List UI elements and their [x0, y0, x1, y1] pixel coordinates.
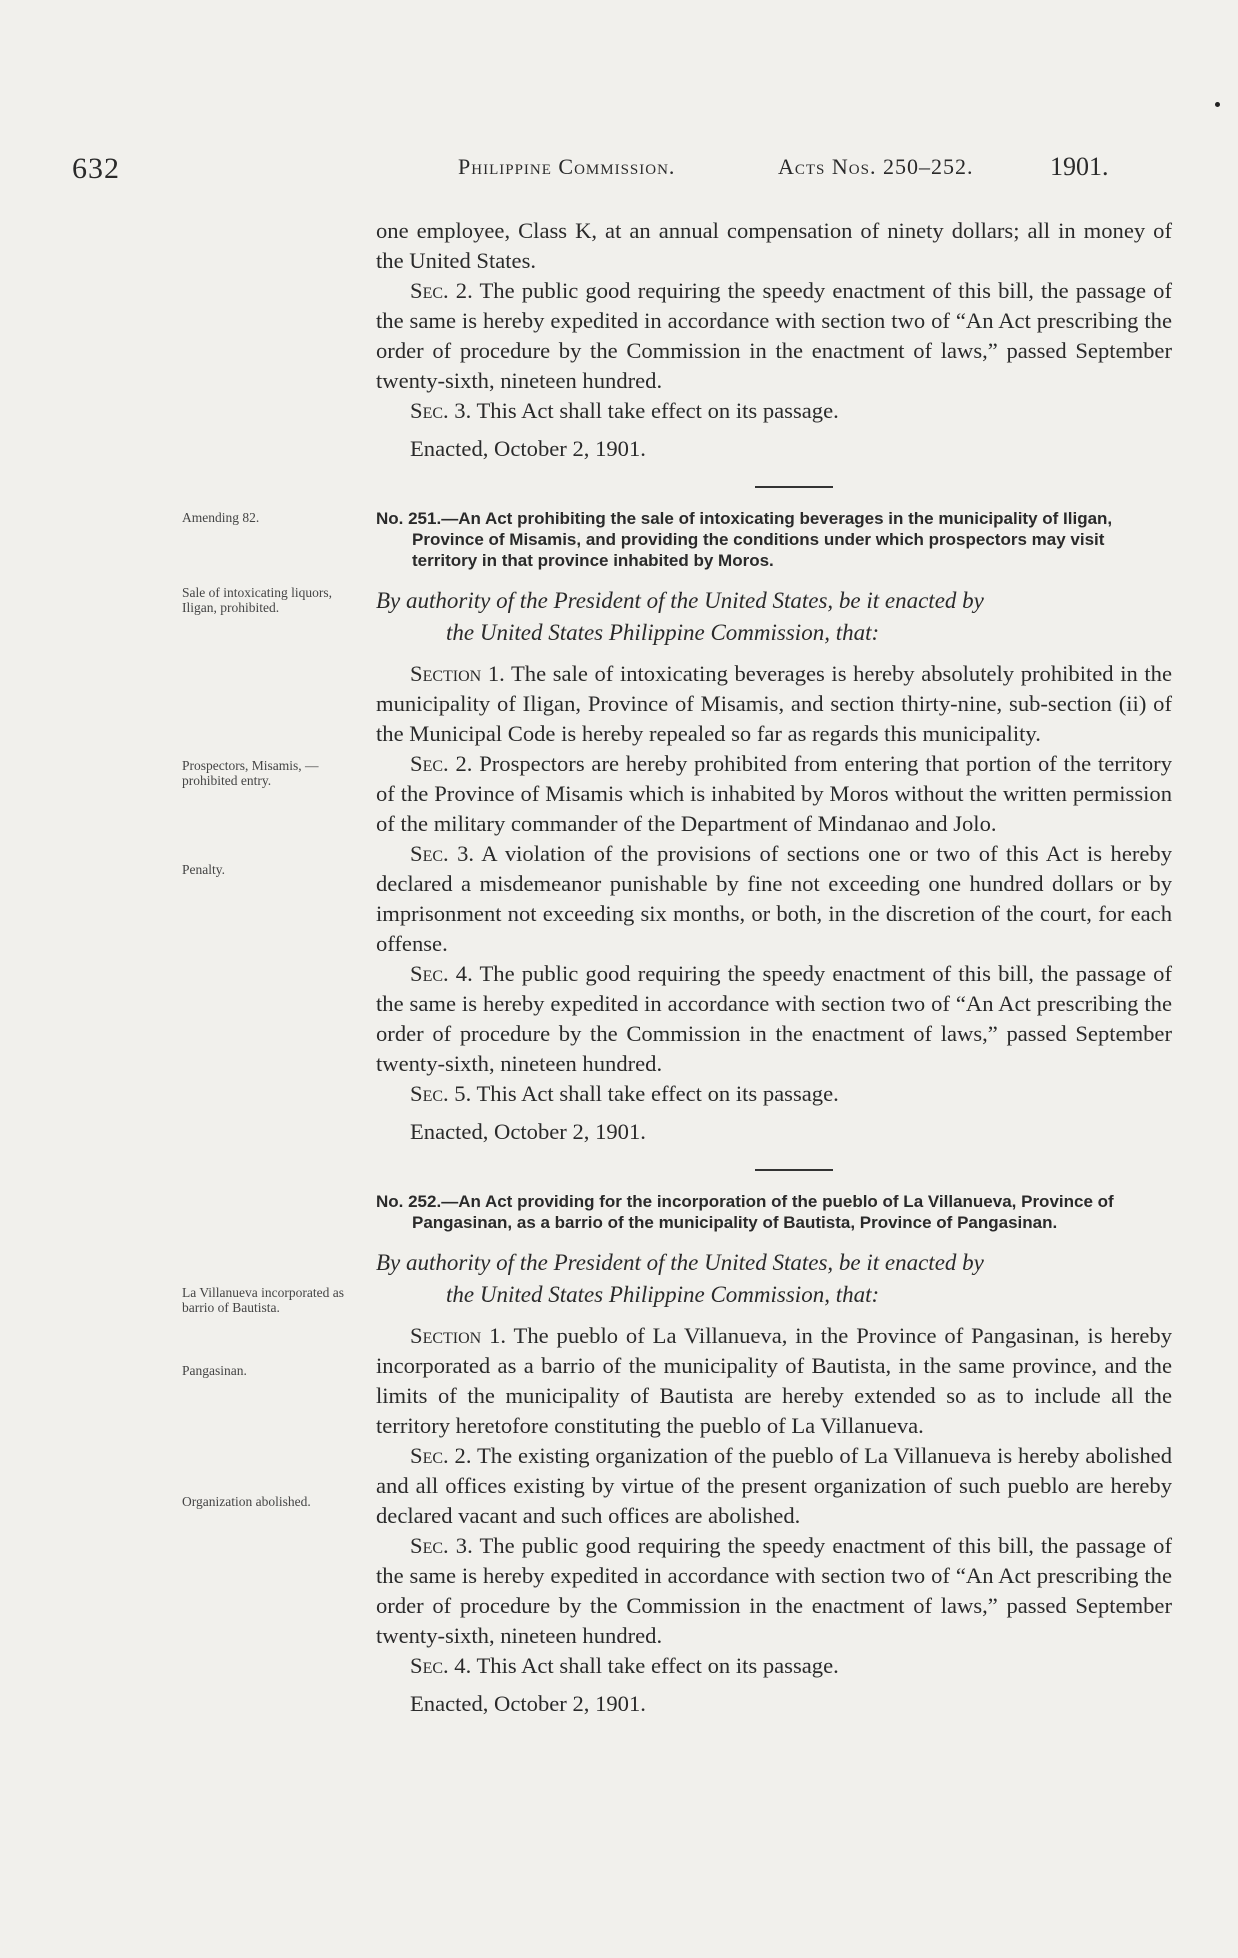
act251-enacting-clause	[376, 585, 1172, 649]
act251-sec3	[376, 839, 1172, 959]
section-text: A violation of the provisions of sections one or two of this Act is hereby declared a misdemeanor punishable by fine not exceeding one hundred dollars or by imprisonment not exceeding six months, or both, in the discretion of the court, for each offense.	[376, 841, 1172, 956]
running-acts: Acts Nos. 250–252.	[778, 154, 974, 179]
act252-sec1	[376, 1321, 1172, 1441]
margin-note-prospectors: Prospectors, Misamis, — prohibited entry.	[182, 758, 319, 788]
margin-note-pangasinan: Pangasinan.	[182, 1363, 247, 1378]
act251-sec1	[376, 659, 1172, 749]
speck-mark	[1215, 102, 1220, 107]
page-number: 632	[72, 152, 120, 185]
running-year: 1901.	[1050, 152, 1109, 181]
section-label: Sec. 3.	[410, 841, 475, 866]
act252-sec2	[376, 1441, 1172, 1531]
section-label: Sec. 5.	[410, 1081, 472, 1106]
enacting-line-2: the United States Philippine Commission, that:	[446, 1282, 880, 1307]
act251-heading: No. 251.—An Act prohibiting the sale of intoxicating beverages in the municipality of Iligan, Province of Misamis, and providing the conditions under which prospectors may visit territory in that province inhabited by Moros.	[376, 509, 1113, 570]
act250-sec2	[376, 276, 1172, 396]
section-label: Sec. 2.	[410, 1443, 472, 1468]
act252-sec4	[376, 1651, 1172, 1681]
act252-enacted: Enacted, October 2, 1901.	[410, 1691, 646, 1716]
margin-note-amending: Amending 82.	[182, 510, 260, 525]
section-text: The public good requiring the speedy enactment of this bill, the passage of the same is hereby expedited in accordance with section two of “An Act prescribing the order of procedure by the Commission in the enactment of laws,” passed September twenty-sixth, nineteen hundred.	[376, 961, 1172, 1076]
section-divider	[755, 1169, 833, 1171]
section-text: The public good requiring the speedy enactment of this bill, the passage of the same is hereby expedited in accordance with section two of “An Act prescribing the order of procedure by the Commission in the enactment of laws,” passed September twenty-sixth, nineteen hundred.	[376, 278, 1172, 393]
enacting-line-1: By authority of the President of the United States, be it enacted by	[376, 1250, 984, 1275]
section-label: Sec. 4.	[410, 1653, 472, 1678]
section-text: Prospectors are hereby prohibited from entering that portion of the territory of the Province of Misamis which is inhabited by Moros without the written permission of the military commander of the Department of Mindanao and Jolo.	[376, 751, 1172, 836]
act252-sec3	[376, 1531, 1172, 1651]
section-text: The pueblo of La Villanueva, in the Province of Pangasinan, is hereby incorporated as a barrio of the municipality of Bautista, in the same province, and the limits of the municipality of Bautista are hereby extended so as to include all the territory heretofore constituting the pueblo of La Villanueva.	[376, 1323, 1172, 1438]
section-text: This Act shall take effect on its passage.	[471, 1081, 839, 1106]
section-label: Sec. 3.	[410, 1533, 473, 1558]
act250-enacted: Enacted, October 2, 1901.	[410, 436, 646, 461]
act251-sec4	[376, 959, 1172, 1079]
act252-enacting-clause	[376, 1247, 1172, 1311]
margin-note-organization: Organization abolished.	[182, 1494, 311, 1509]
section-label: Sec. 2.	[410, 751, 473, 776]
act250-sec3	[376, 396, 1172, 426]
section-label: Sec. 4.	[410, 961, 473, 986]
section-label: Section 1.	[410, 1323, 507, 1348]
enacting-line-1: By authority of the President of the United States, be it enacted by	[376, 588, 984, 613]
main-text	[376, 216, 1172, 1719]
margin-note-penalty: Penalty.	[182, 862, 225, 877]
act251-sec2	[376, 749, 1172, 839]
section-text: This Act shall take effect on its passage.	[471, 1653, 839, 1678]
section-text: The sale of intoxicating beverages is hereby absolutely prohibited in the municipality of Iligan, Province of Misamis, and section thirty-nine, sub-section (ii) of the Municipal Code is hereby repealed so far as regards this municipality.	[376, 661, 1172, 746]
margin-note-sale-liquors: Sale of intoxicating liquors, Iligan, prohibited.	[182, 585, 332, 615]
running-header	[0, 152, 1238, 192]
act250-continuation: one employee, Class K, at an annual compensation of ninety dollars; all in money of the United States.	[376, 218, 1172, 273]
act251-enacted: Enacted, October 2, 1901.	[410, 1119, 646, 1144]
section-text: This Act shall take effect on its passage.	[471, 398, 839, 423]
section-label: Sec. 2.	[410, 278, 473, 303]
section-text: The public good requiring the speedy enactment of this bill, the passage of the same is hereby expedited in accordance with section two of “An Act prescribing the order of procedure by the Commission in the enactment of laws,” passed September twenty-sixth, nineteen hundred.	[376, 1533, 1172, 1648]
act251-sec5	[376, 1079, 1172, 1109]
section-label: Sec. 3.	[410, 398, 472, 423]
section-label: Section 1.	[410, 661, 505, 686]
margin-note-villanueva: La Villanueva incorporated as barrio of Bautista.	[182, 1285, 344, 1315]
running-title: Philippine Commission.	[458, 154, 676, 179]
section-divider	[755, 486, 833, 488]
section-text: The existing organization of the pueblo of La Villanueva is hereby abolished and all offices existing by virtue of the present organization of such pueblo are hereby declared vacant and such offices are abolished.	[376, 1443, 1172, 1528]
enacting-line-2: the United States Philippine Commission, that:	[446, 620, 880, 645]
act252-heading: No. 252.—An Act providing for the incorporation of the pueblo of La Villanueva, Province of Pangasinan, as a barrio of the municipality of Bautista, Province of Pangasinan.	[376, 1192, 1114, 1232]
